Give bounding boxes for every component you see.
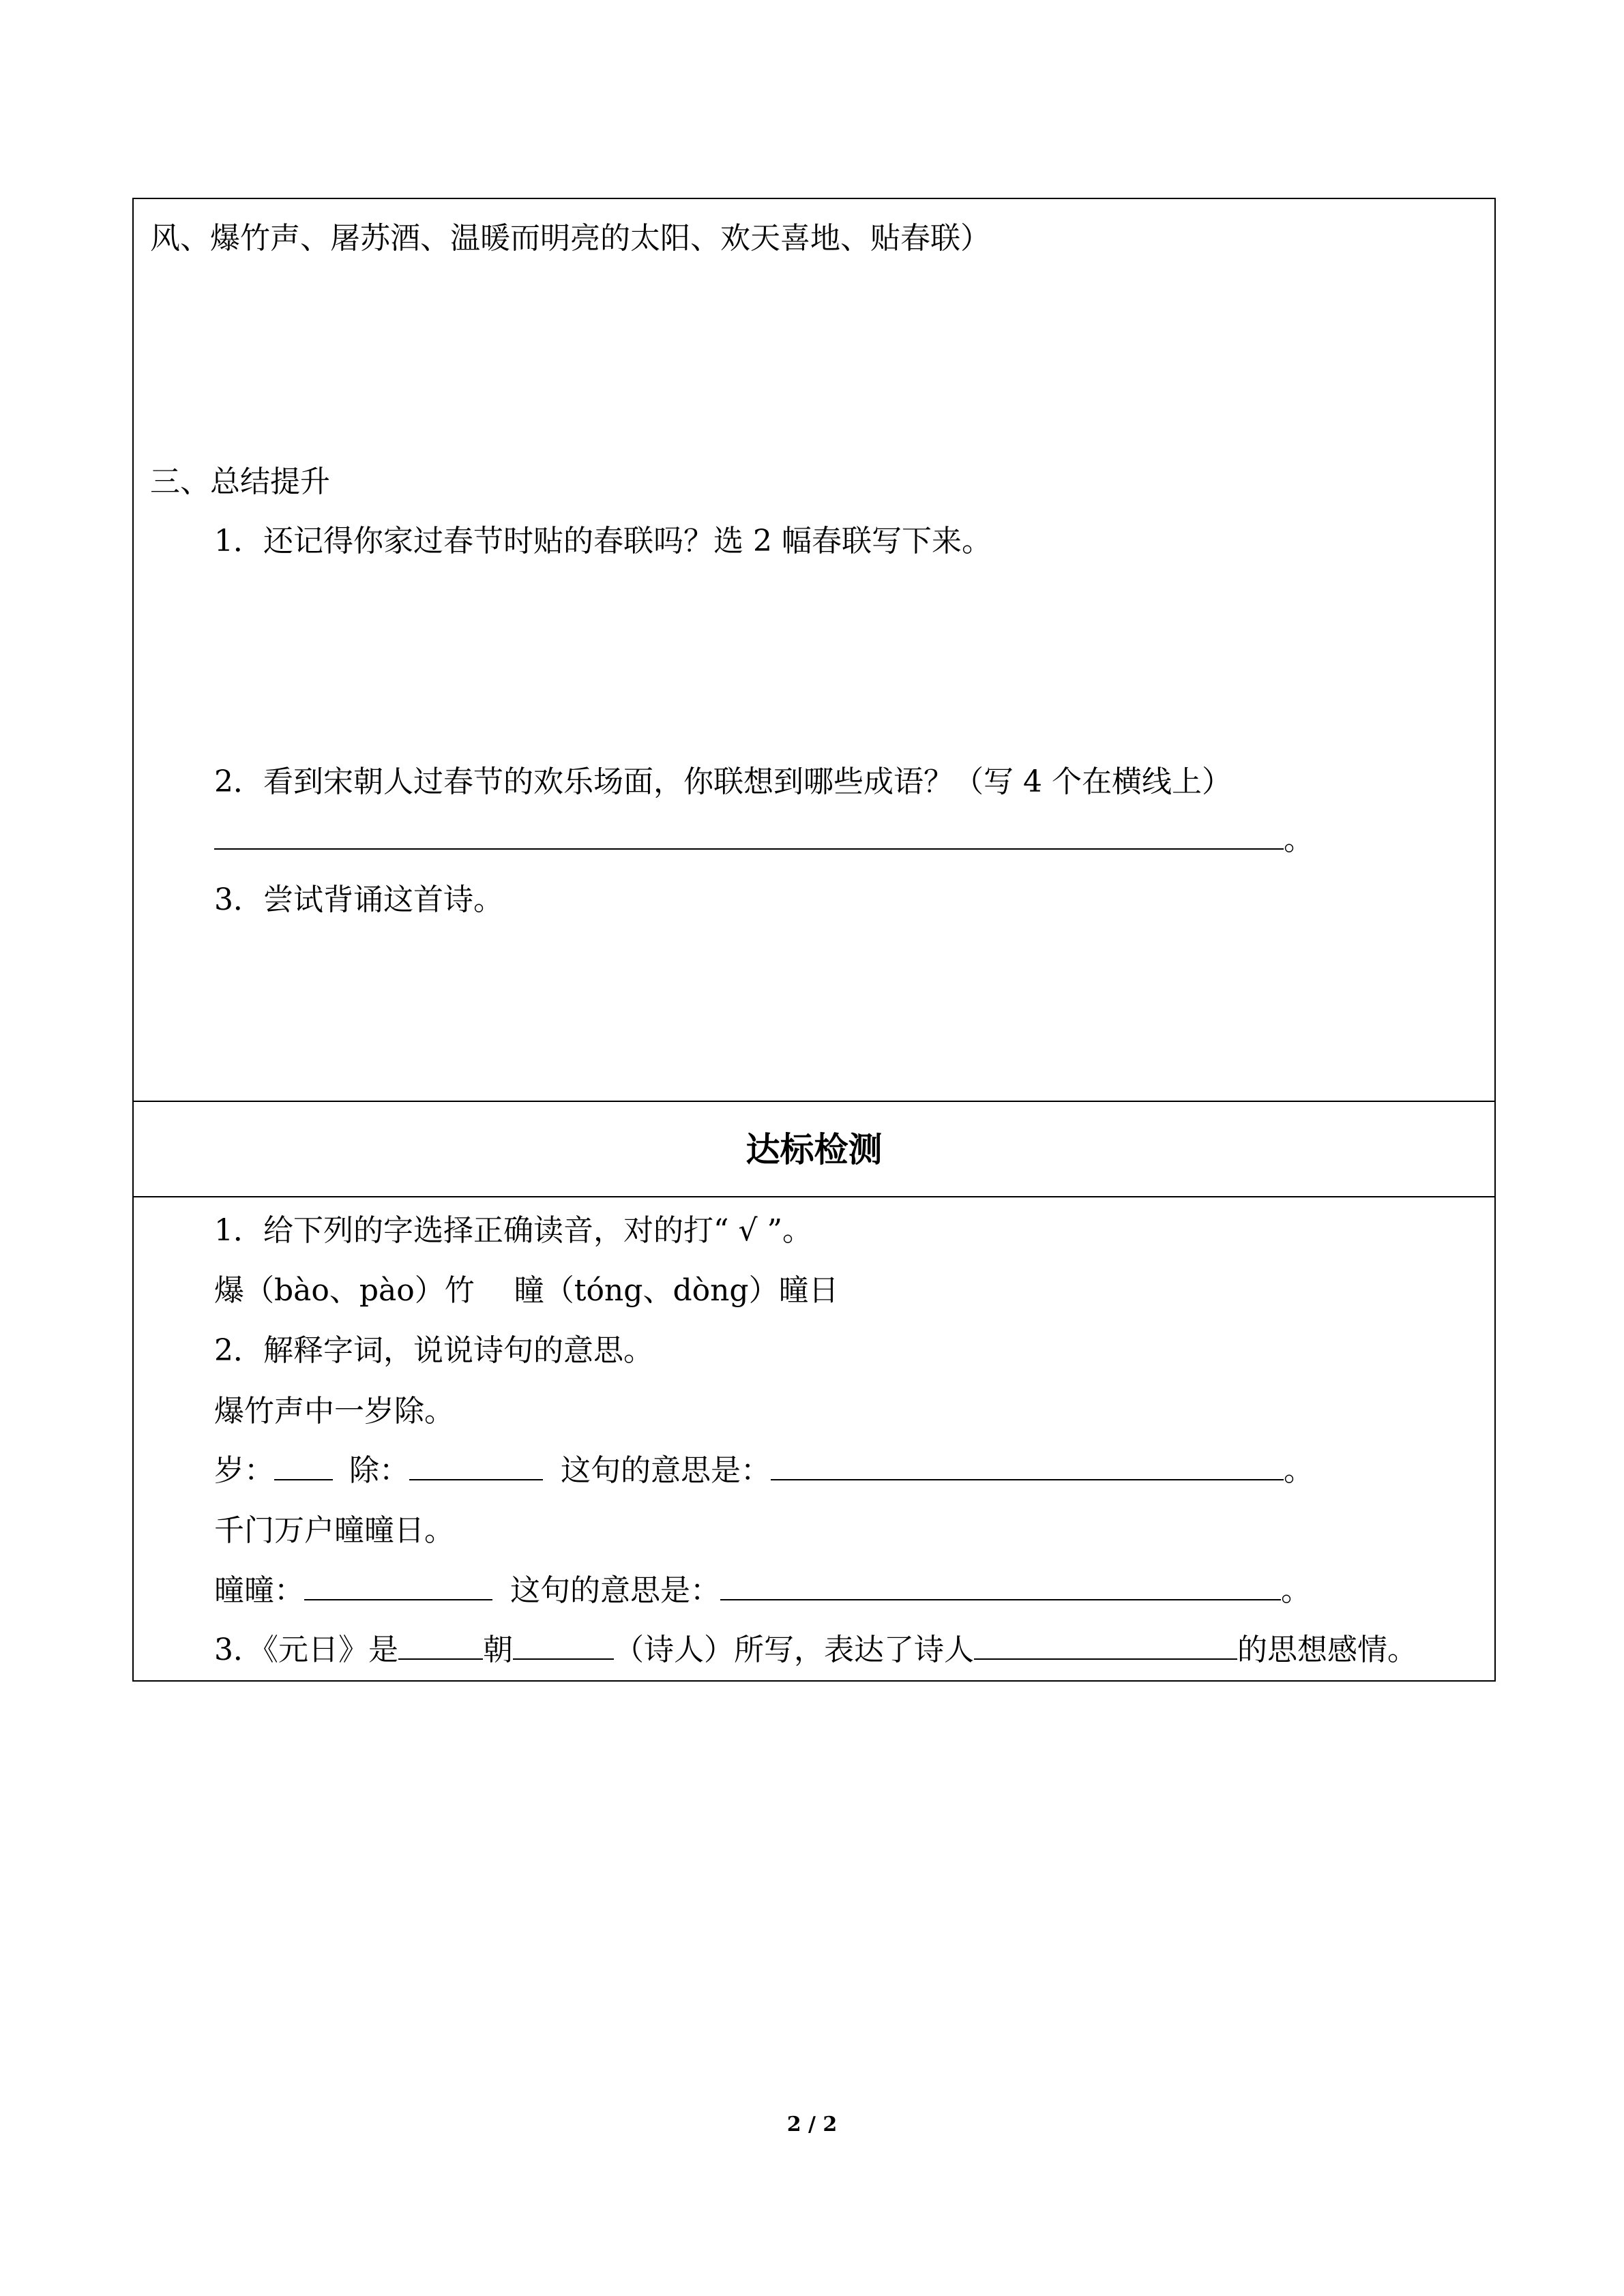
sui-blank[interactable] <box>274 1452 333 1480</box>
summary-section <box>132 198 1496 1102</box>
word-bank-line: 风、爆竹声、屠苏酒、温暖而明亮的太阳、欢天喜地、贴春联） <box>150 221 990 256</box>
test-section <box>132 1196 1496 1682</box>
define-line-2: 曈曈： 这句的意思是： 。 <box>214 1573 1311 1608</box>
chu-blank[interactable] <box>409 1452 543 1480</box>
answer-line-2: 。 <box>214 821 1314 859</box>
page-number: 2 / 2 <box>786 2113 838 2136</box>
answer-blank[interactable] <box>214 821 1284 850</box>
define-line-1: 岁： 除： 这句的意思是： 。 <box>214 1453 1314 1488</box>
section-title: 达标检测 <box>745 1130 883 1169</box>
question-2: 2．看到宋朝人过春节的欢乐场面，你联想到哪些成语？（写 4 个在横线上） <box>214 764 1232 799</box>
test-title-box <box>132 1101 1496 1197</box>
meaning-blank-1[interactable] <box>771 1452 1284 1480</box>
emotion-blank[interactable] <box>974 1631 1237 1660</box>
test-question-1: 1．给下列的字选择正确读音，对的打“ √ ”。 <box>214 1213 812 1248</box>
question-1: 1．还记得你家过春节时贴的春联吗？选 2 幅春联写下来。 <box>214 524 992 558</box>
pinyin-choice: 爆（bào、pào）竹 瞳（tóng、dòng）曈日 <box>214 1273 839 1308</box>
section-heading: 三、总结提升 <box>150 464 330 499</box>
poem-line-2: 千门万户曈曈日。 <box>214 1513 454 1548</box>
test-question-2: 2．解释字词，说说诗句的意思。 <box>214 1333 653 1368</box>
test-question-3: 3．《元日》是 朝 （诗人）所写，表达了诗人 的思想感情。 <box>214 1632 1417 1667</box>
meaning-blank-2[interactable] <box>720 1572 1281 1600</box>
poet-blank[interactable] <box>513 1631 614 1660</box>
dynasty-blank[interactable] <box>398 1631 483 1660</box>
tongtong-blank[interactable] <box>304 1572 492 1600</box>
poem-line-1: 爆竹声中一岁除。 <box>214 1394 454 1429</box>
question-3: 3．尝试背诵这首诗。 <box>214 882 503 917</box>
